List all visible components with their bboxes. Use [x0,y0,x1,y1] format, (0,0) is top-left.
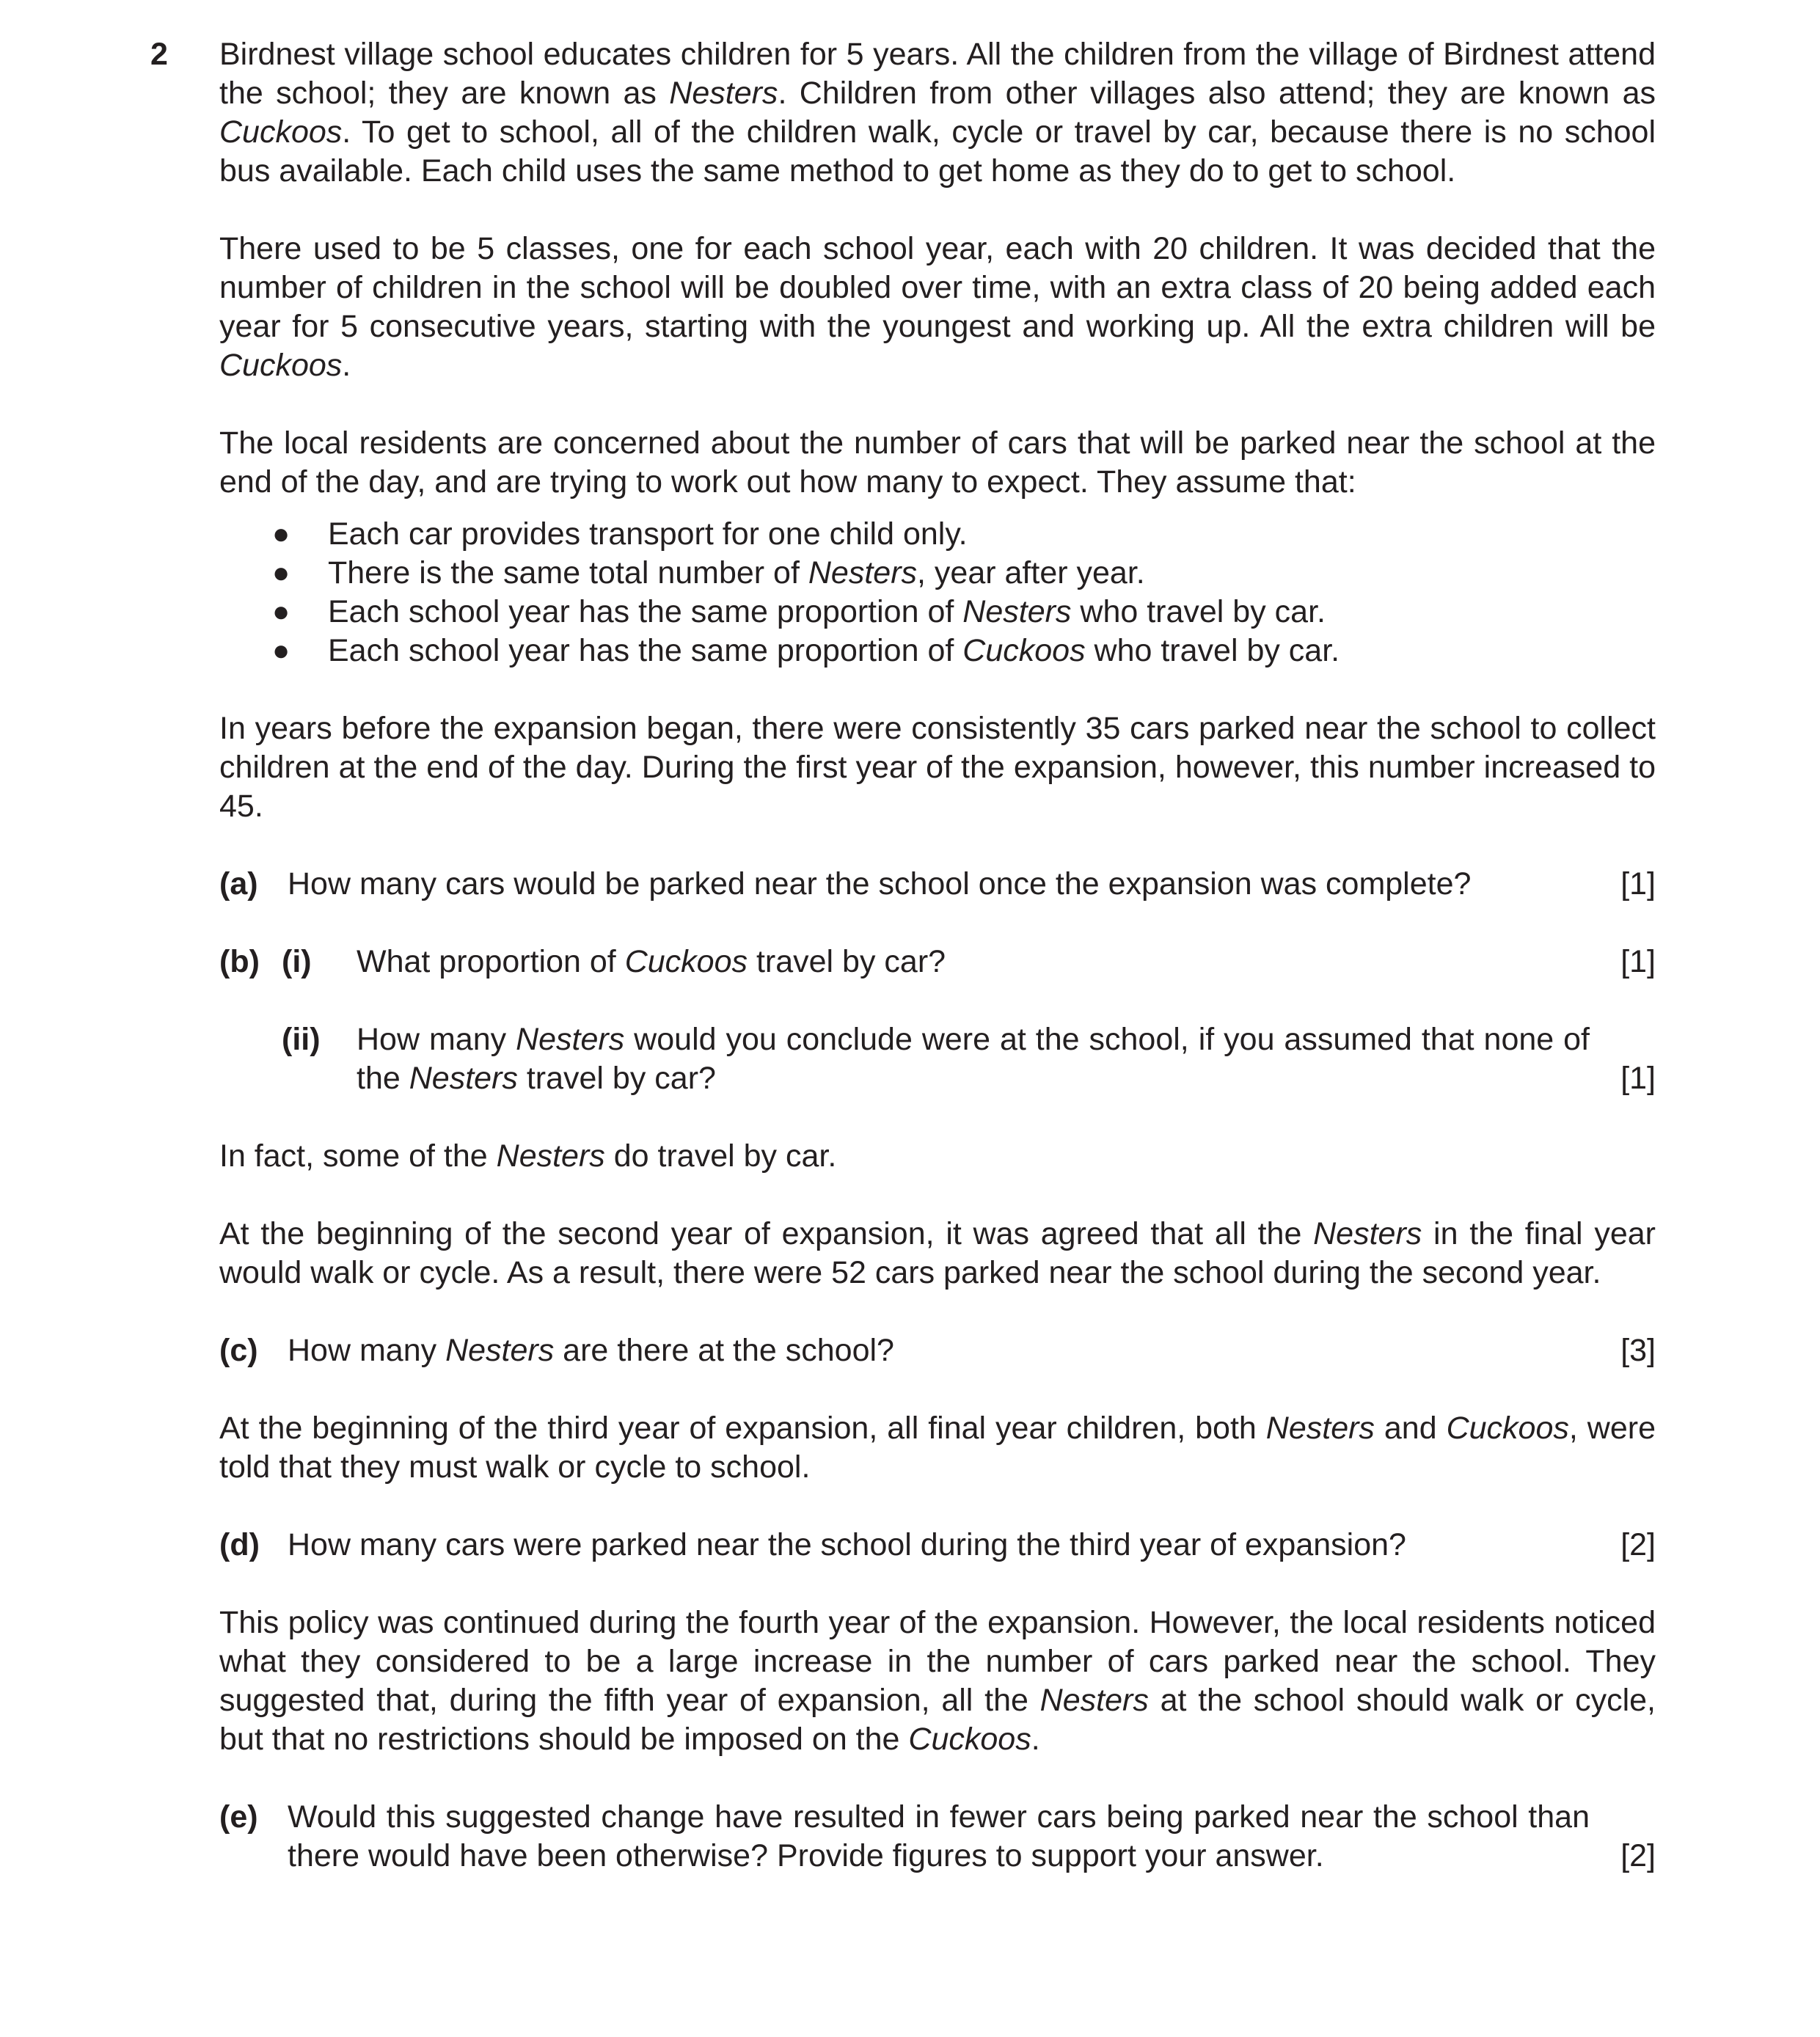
subpart-label: (ii) [282,1022,321,1057]
paragraph-fourth-year: This policy was continued during the fourth year of the expansion. However, the local residents noticed what they considered to be a large increase in the number of cars parked near the school. They suggested that, during the fifth year of expansion, all the Nesters at the school should walk or cycle, but that no restrictions should be imposed on the Cuckoos. [219,1605,1656,1757]
italic-term: Cuckoos [219,114,343,150]
bullet-icon: ● [272,634,290,667]
part-c-text: How many Nesters are there at the school? [288,1333,894,1368]
italic-term: Nesters [516,1022,625,1057]
italic-term: Nesters [496,1138,605,1174]
bullet-icon: ● [272,596,290,628]
part-label: (e) [219,1799,258,1835]
part-label: (b) [219,944,260,979]
subpart-label: (i) [282,944,312,979]
italic-term: Nesters [808,555,918,590]
question-number: 2 [150,37,168,72]
intro-paragraph-3: The local residents are concerned about the number of cars that will be parked near the school at the end of the day, and are trying to work out how many to expect. They assume that: [219,425,1656,500]
italic-term: Nesters [409,1061,518,1096]
part-b-i-text: What proportion of Cuckoos travel by car? [357,944,946,979]
assumption-text: There is the same total number of Nesters, year after year. [328,555,1145,590]
marks-badge: [1] [1620,944,1656,979]
italic-term: Nesters [1039,1683,1149,1718]
italic-term: Nesters [1265,1411,1375,1446]
part-e [219,1798,1656,1876]
marks-badge: [2] [1620,1527,1656,1562]
italic-term: Nesters [962,594,1072,629]
part-a-text: How many cars would be parked near the school once the expansion was complete? [288,866,1472,902]
intro-paragraph-2: There used to be 5 classes, one for each school year, each with 20 children. It was decided that the number of children in the school will be doubled over time, with an extra class of 20 being added each year for 5 consecutive years, starting with the youngest and working up. All the extra children will be Cuckoos. [219,231,1656,383]
part-c [219,1331,1656,1370]
part-b-ii-text: How many Nesters would you conclude were at the school, if you assumed that none of the Nesters travel by car? [357,1022,1590,1096]
italic-term: Cuckoos [219,348,343,383]
part-label: (a) [219,866,258,902]
bullet-icon: ● [272,518,290,550]
marks-badge: [3] [1620,1333,1656,1368]
assumption-text: Each school year has the same proportion of Nesters who travel by car. [328,594,1326,629]
part-label: (c) [219,1333,258,1368]
assumption-item [219,632,1656,670]
paragraph-before-expansion: In years before the expansion began, there were consistently 35 cars parked near the school to collect children at the end of the day. During the first year of the expansion, however, this number increased to 45. [219,711,1656,824]
paragraph-third-year: At the beginning of the third year of expansion, all final year children, both Nesters and Cuckoos, were told that they must walk or cycle to school. [219,1411,1656,1485]
paragraph-second-year: At the beginning of the second year of expansion, it was agreed that all the Nesters in the final year would walk or cycle. As a result, there were 52 cars parked near the school during the second year. [219,1216,1656,1290]
part-e-text: Would this suggested change have resulted in fewer cars being parked near the school than there would have been otherwise? Provide figures to support your answer. [288,1799,1590,1873]
italic-term: Nesters [669,76,778,111]
part-d-text: How many cars were parked near the school during the third year of expansion? [288,1527,1406,1562]
marks-badge: [2] [1620,1838,1656,1873]
assumption-list [219,515,1656,670]
marks-badge: [1] [1620,1061,1656,1096]
question-body [219,35,1656,1876]
italic-term: Nesters [445,1333,555,1368]
part-b-i [219,943,1656,981]
part-b-ii [219,1020,1656,1098]
assumption-item [219,515,1656,554]
part-a [219,865,1656,904]
italic-term: Cuckoos [624,944,748,979]
assumption-text: Each car provides transport for one child only. [328,516,968,552]
italic-term: Cuckoos [962,633,1086,668]
part-label: (d) [219,1527,260,1562]
bullet-icon: ● [272,557,290,589]
italic-term: Cuckoos [908,1722,1031,1757]
assumption-item [219,554,1656,593]
marks-badge: [1] [1620,866,1656,902]
assumption-item [219,593,1656,632]
italic-term: Cuckoos [1446,1411,1569,1446]
intro-paragraph-1: Birdnest village school educates children for 5 years. All the children from the village of Birdnest attend the school; they are known as Nesters. Children from other villages also attend; they are known as Cuckoos. To get to school, all of the children walk, cycle or travel by car, because there is no school bus available. Each child uses the same method to get home as they do to get to school. [219,37,1656,189]
paragraph-fact: In fact, some of the Nesters do travel by car. [219,1138,837,1174]
italic-term: Nesters [1313,1216,1422,1251]
assumption-text: Each school year has the same proportion of Cuckoos who travel by car. [328,633,1340,668]
part-d [219,1526,1656,1565]
